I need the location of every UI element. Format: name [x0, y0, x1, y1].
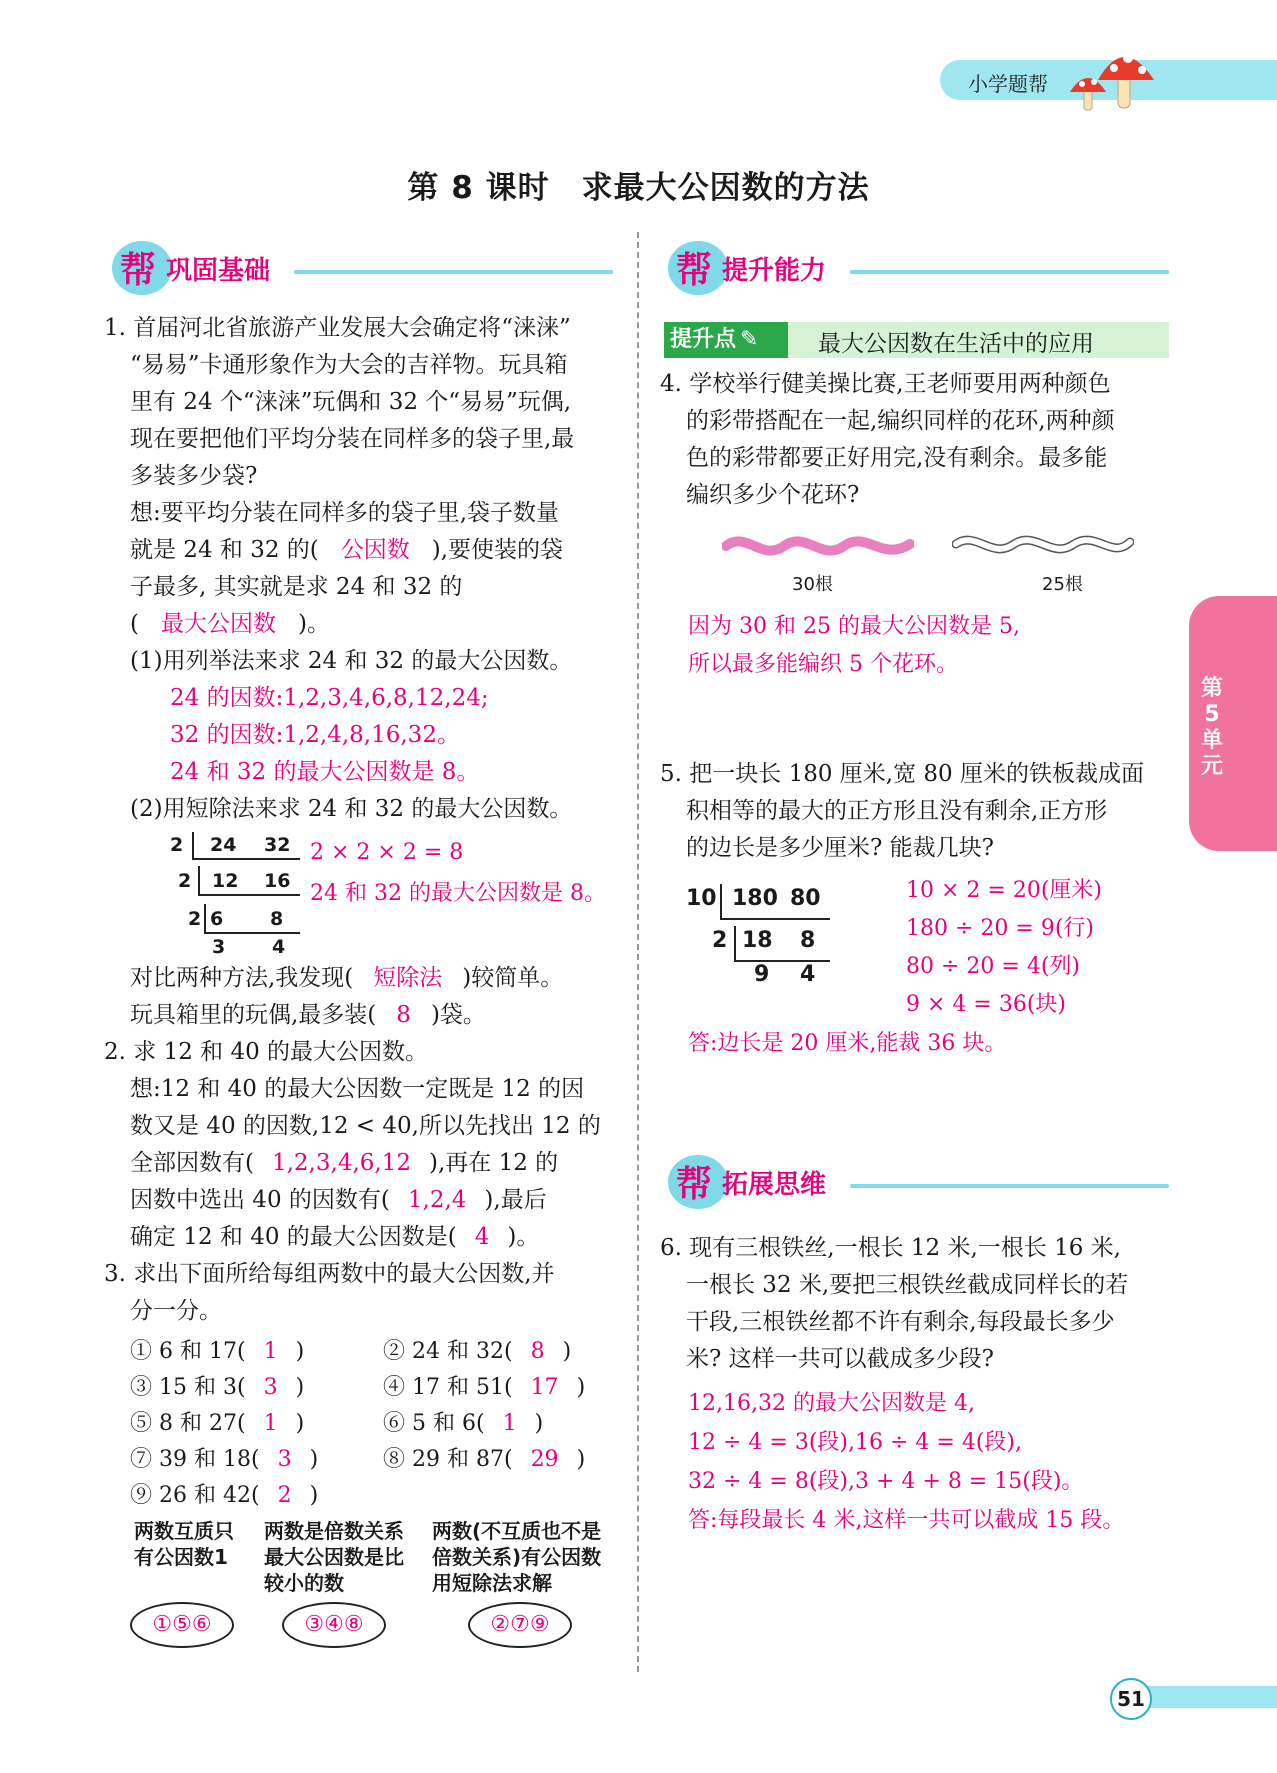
q2-line: 想:12 和 40 的最大公因数一定既是 12 的因 [130, 1076, 585, 1102]
q1-sub1-answer: 24 和 32 的最大公因数是 8。 [170, 759, 480, 785]
svg-text:帮: 帮 [676, 250, 713, 291]
section-extend-header [664, 1150, 1169, 1210]
improve-tag-text: 最大公因数在生活中的应用 [818, 331, 1094, 357]
pair-item: ② 24 和 32( 8 ) [383, 1339, 572, 1364]
short-division-180-80: 10 180 80 2 18 8 9 4 [686, 884, 836, 994]
question-1 [104, 310, 624, 828]
q5-line: 积相等的最大的正方形且没有剩余,正方形 [686, 798, 1108, 824]
q4-answer: 因为 30 和 25 的最大公因数是 5, 所以最多能编织 5 个花环。 [688, 614, 1020, 677]
section-line [850, 270, 1169, 274]
unit-tab-label: 第5单元 [1200, 676, 1223, 779]
page-number: 51 [1110, 1678, 1152, 1720]
q4-line: 色的彩带都要正好用完,没有剩余。最多能 [686, 445, 1108, 471]
pair-item: ⑨ 26 和 42( 2 ) [130, 1483, 319, 1508]
q1-sub1-answer: 24 的因数:1,2,3,4,6,8,12,24; [170, 685, 489, 711]
category-label: 两数(不互质也不是 倍数关系)有公因数 用短除法求解 [432, 1519, 602, 1595]
ribbon-pink-image [722, 528, 914, 568]
q1-sub1: (1)用列举法来求 24 和 32 的最大公因数。 [130, 648, 573, 674]
q1-sub2-answer: 24 和 32 的最大公因数是 8。 [310, 881, 606, 906]
q1-think: ( 最大公因数 )。 [130, 611, 330, 637]
pair-item: ④ 17 和 51( 17 ) [383, 1375, 586, 1400]
section-line [294, 270, 613, 274]
lesson-title: 第 8 课时 求最大公因数的方法 [407, 170, 870, 206]
column-divider [637, 232, 639, 1672]
question-6 [660, 1230, 1180, 1378]
q4-line: 4. 学校举行健美操比赛,王老师要用两种颜色 [660, 371, 1111, 397]
question-4 [660, 366, 1180, 514]
mushroom-icon [1062, 40, 1162, 120]
answer-blank: 1,2,4 [407, 1187, 467, 1213]
answer-blank: 公因数 [340, 537, 410, 563]
q1-think: 想:要平均分装在同样多的袋子里,袋子数量 [130, 500, 560, 526]
q3-line: 3. 求出下面所给每组两数中的最大公因数,并 [104, 1261, 555, 1287]
q1-sub1-answer: 32 的因数:1,2,4,8,16,32。 [170, 722, 460, 748]
svg-text:帮: 帮 [120, 250, 157, 291]
q1-line: “易易”卡通形象作为大会的吉祥物。玩具箱 [130, 352, 568, 378]
category-label: 两数是倍数关系 最大公因数是比 较小的数 [264, 1519, 404, 1595]
q5-line: 5. 把一块长 180 厘米,宽 80 厘米的铁板裁成面 [660, 761, 1144, 787]
pair-item: ⑧ 29 和 87( 29 ) [383, 1447, 586, 1472]
category-answer-oval: ③④⑧ [282, 1602, 386, 1648]
q6-line: 米? 这样一共可以截成多少段? [686, 1346, 994, 1372]
section-improve-label: 提升能力 [722, 256, 827, 286]
q6-answer: 12,16,32 的最大公因数是 4, 12 ÷ 4 = 3(段),16 ÷ 4 = 4(段), 32 ÷ 4 = 8(段),3 + 4 + 8 = 15(段)。 答:每段最长 4 米,这样一共可以截成 15 段。 [688, 1391, 1125, 1533]
improve-tag-badge: 提升点 ✎ [664, 322, 788, 358]
section-basic-header [108, 236, 613, 296]
q5-line: 的边长是多少厘米? 能裁几块? [686, 835, 994, 861]
q1-sub2: (2)用短除法来求 24 和 32 的最大公因数。 [130, 796, 573, 822]
pair-item: ⑤ 8 和 27( 1 ) [130, 1411, 305, 1436]
svg-text:帮: 帮 [676, 1164, 713, 1205]
pencil-icon: ✎ [740, 327, 759, 352]
ribbon-white-image [952, 528, 1134, 568]
category-answer-oval: ②⑦⑨ [468, 1602, 572, 1648]
q6-line: 一根长 32 米,要把三根铁丝截成同样长的若 [686, 1272, 1129, 1298]
q1-think: 子最多, 其实就是求 24 和 32 的 [130, 574, 463, 600]
question-5 [660, 756, 1180, 867]
answer-blank: 短除法 [373, 965, 443, 991]
q4-line: 的彩带搭配在一起,编织同样的花环,两种颜 [686, 408, 1115, 434]
answer-blank: 1,2,3,4,6,12 [271, 1150, 411, 1176]
section-improve-header [664, 236, 1169, 296]
answer-blank: 最大公因数 [160, 611, 276, 637]
q2-line: 2. 求 12 和 40 的最大公因数。 [104, 1039, 429, 1065]
q2-line: 全部因数有( 1,2,3,4,6,12 ),再在 12 的 [130, 1150, 559, 1176]
q5-calc: 10 × 2 = 20(厘米) 180 ÷ 20 = 9(行) 80 ÷ 20 = 4(列) 9 × 4 = 36(块) [906, 878, 1102, 1017]
question-3 [104, 1256, 624, 1330]
q1-sub2-answer: 2 × 2 × 2 = 8 [310, 840, 464, 865]
pair-item: ① 6 和 17( 1 ) [130, 1339, 305, 1364]
q6-line: 干段,三根铁丝都不许有剩余,每段最长多少 [686, 1309, 1115, 1335]
q1-line: 现在要把他们平均分装在同样多的袋子里,最 [130, 426, 575, 452]
short-division-24-32: 2 24 32 2 12 16 2 6 8 3 4 [170, 830, 310, 960]
section-extend-label: 拓展思维 [722, 1170, 827, 1200]
q1-conclusion: 对比两种方法,我发现( 短除法 )较简单。 玩具箱里的玩偶,最多装( 8 )袋。 [130, 965, 564, 1028]
category-answer-oval: ①⑤⑥ [130, 1602, 234, 1648]
q6-line: 6. 现有三根铁丝,一根长 12 米,一根长 16 米, [660, 1235, 1121, 1261]
answer-blank: 8 [396, 1002, 411, 1028]
q1-line: 1. 首届河北省旅游产业发展大会确定将“涞涞” [104, 315, 571, 341]
pair-item: ③ 15 和 3( 3 ) [130, 1375, 305, 1400]
q4-line: 编织多少个花环? [686, 482, 860, 508]
q2-line: 数又是 40 的因数,12 < 40,所以先找出 12 的 [130, 1113, 601, 1139]
section-basic-label: 巩固基础 [166, 256, 271, 286]
ribbon-white-label: 25根 [1042, 574, 1083, 595]
q1-line: 多装多少袋? [130, 463, 258, 489]
q2-line: 确定 12 和 40 的最大公因数是( 4 )。 [130, 1224, 540, 1250]
q1-think: 就是 24 和 32 的( 公因数 ),要使装的袋 [130, 537, 564, 563]
ribbon-pink-label: 30根 [792, 574, 833, 595]
pair-item: ⑥ 5 和 6( 1 ) [383, 1411, 544, 1436]
q2-line: 因数中选出 40 的因数有( 1,2,4 ),最后 [130, 1187, 547, 1213]
pair-item: ⑦ 39 和 18( 3 ) [130, 1447, 319, 1472]
category-label: 两数互质只 有公因数1 [134, 1519, 234, 1569]
q1-line: 里有 24 个“涞涞”玩偶和 32 个“易易”玩偶, [130, 389, 572, 415]
answer-blank: 4 [474, 1224, 490, 1250]
section-line [850, 1184, 1169, 1188]
question-2 [104, 1034, 624, 1256]
q5-answer: 答:边长是 20 厘米,能裁 36 块。 [688, 1031, 1007, 1056]
q3-line: 分一分。 [130, 1298, 222, 1324]
brand-text: 小学题帮 [968, 72, 1048, 96]
